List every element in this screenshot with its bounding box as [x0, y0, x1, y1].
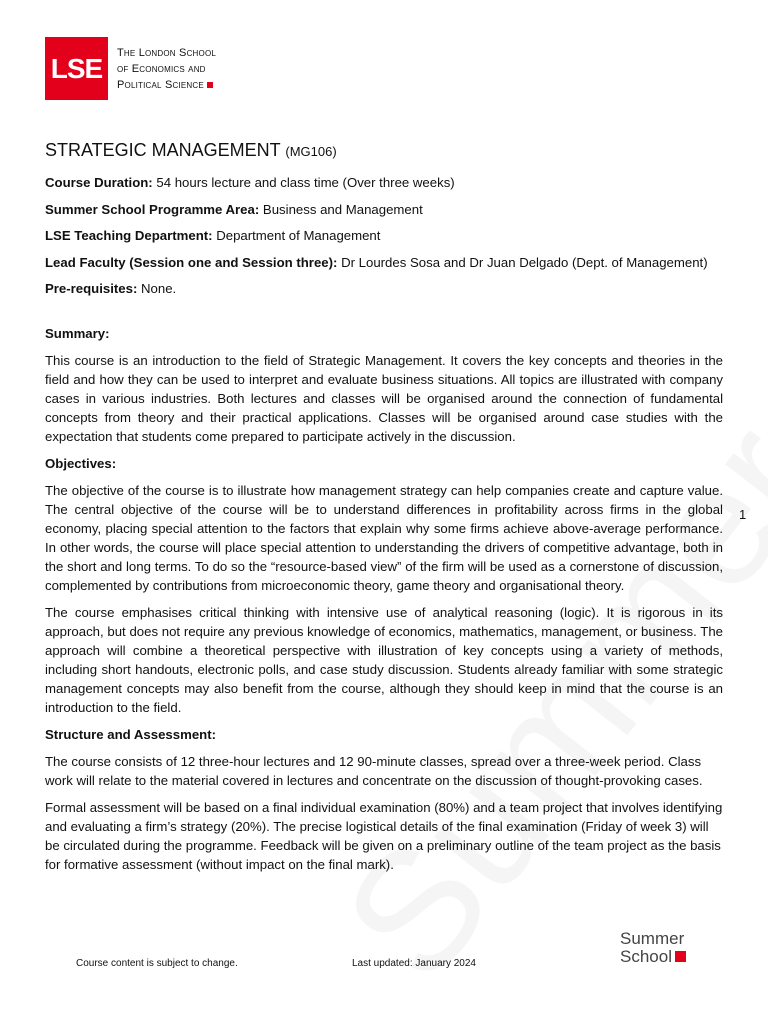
- red-square-icon: [675, 951, 686, 962]
- page-number: 1: [739, 507, 747, 522]
- logo-line-1: The London School: [117, 46, 217, 59]
- objectives-paragraph-2: The course emphasises critical thinking with intensive use of analytical reasoning (logic). It is rigorous in its approach, but does not require any previous knowledge of economics, mathematics, management, or business. The approach will combine a theoretical perspective with illustration of key concepts using a variety of methods, including short handouts, electronic polls, and case study discussion. Students already familiar with some strategic management concepts may also benefit from the course, although they should keep in mind that the course is an introduction to the field.: [45, 604, 723, 715]
- structure-heading: Structure and Assessment:: [45, 726, 216, 742]
- course-meta: [45, 173, 723, 298]
- page-title: [45, 138, 723, 164]
- lse-logo-mark: LSE: [45, 37, 108, 100]
- red-square-icon: [207, 82, 213, 88]
- course-title: STRATEGIC MANAGEMENT: [45, 140, 281, 160]
- objectives-heading: Objectives:: [45, 455, 117, 471]
- objectives-paragraph-1: The objective of the course is to illustrate how management strategy can help companies create and capture value. The central objective of the course will be to understand differences in profitability across firms in the global economy, placing special attention to the factors that explain why some firms achieve above-average performance. In other words, the course will place special attention to understanding the drivers of competitive advantage, both in the short and long terms. To do so the “resource-based view” of the firm will be used as a cornerstone of discussion, complemented by contributions from microeconomic theory, game theory and organisational theory.: [45, 482, 723, 593]
- lse-logo-text: [117, 45, 216, 93]
- summary-heading: Summary:: [45, 325, 110, 341]
- document-body: [45, 138, 723, 882]
- logo-line-2: of Economics and: [117, 62, 206, 75]
- meta-lead-faculty: Lead Faculty (Session one and Session three): Dr Lourdes Sosa and Dr Juan Delgado (Dept. of Management): [45, 254, 708, 270]
- structure-paragraph-2: Formal assessment will be based on a final individual examination (80%) and a team project that involves identifying and evaluating a firm’s strategy (20%). The precise logistical details of the final examination (Friday of week 3) will be circulated during the programme. Feedback will be given on a preliminary outline of the team project as the basis for formative assessment (without impact on the final mark).: [45, 799, 723, 872]
- meta-programme-area: Summer School Programme Area: Business and Management: [45, 201, 423, 217]
- structure-paragraph-1: The course consists of 12 three-hour lectures and 12 90-minute classes, spread over a three-week period. Class work will relate to the material covered in lectures and concentrate on the discussion of thought-provoking cases.: [45, 753, 703, 788]
- meta-prerequisites: Pre-requisites: None.: [45, 281, 177, 296]
- ss-logo-line-1: Summer: [620, 929, 685, 948]
- lse-logo: [45, 37, 216, 100]
- course-code: (MG106): [285, 144, 337, 159]
- ss-logo-line-2: School: [620, 948, 686, 966]
- meta-duration: Course Duration: 54 hours lecture and class time (Over three weeks): [45, 175, 455, 190]
- summary-text: This course is an introduction to the field of Strategic Management. It covers the key concepts and theories in the field and how they can be used to interpret and evaluate business situations. All topics are illustrated with company cases in various industries. Both lectures and classes will be organised around the connection of fundamental concepts from theory and their practical applications. Classes will be organised around case studies with the expectation that students come prepared to participate actively in the discussion.: [45, 352, 723, 444]
- logo-line-3: Political Science: [117, 77, 216, 93]
- summer-school-logo: [620, 930, 686, 966]
- meta-department: LSE Teaching Department: Department of Management: [45, 228, 381, 243]
- footer-last-updated: Last updated: January 2024: [352, 958, 476, 969]
- footer-disclaimer: Course content is subject to change.: [76, 958, 238, 969]
